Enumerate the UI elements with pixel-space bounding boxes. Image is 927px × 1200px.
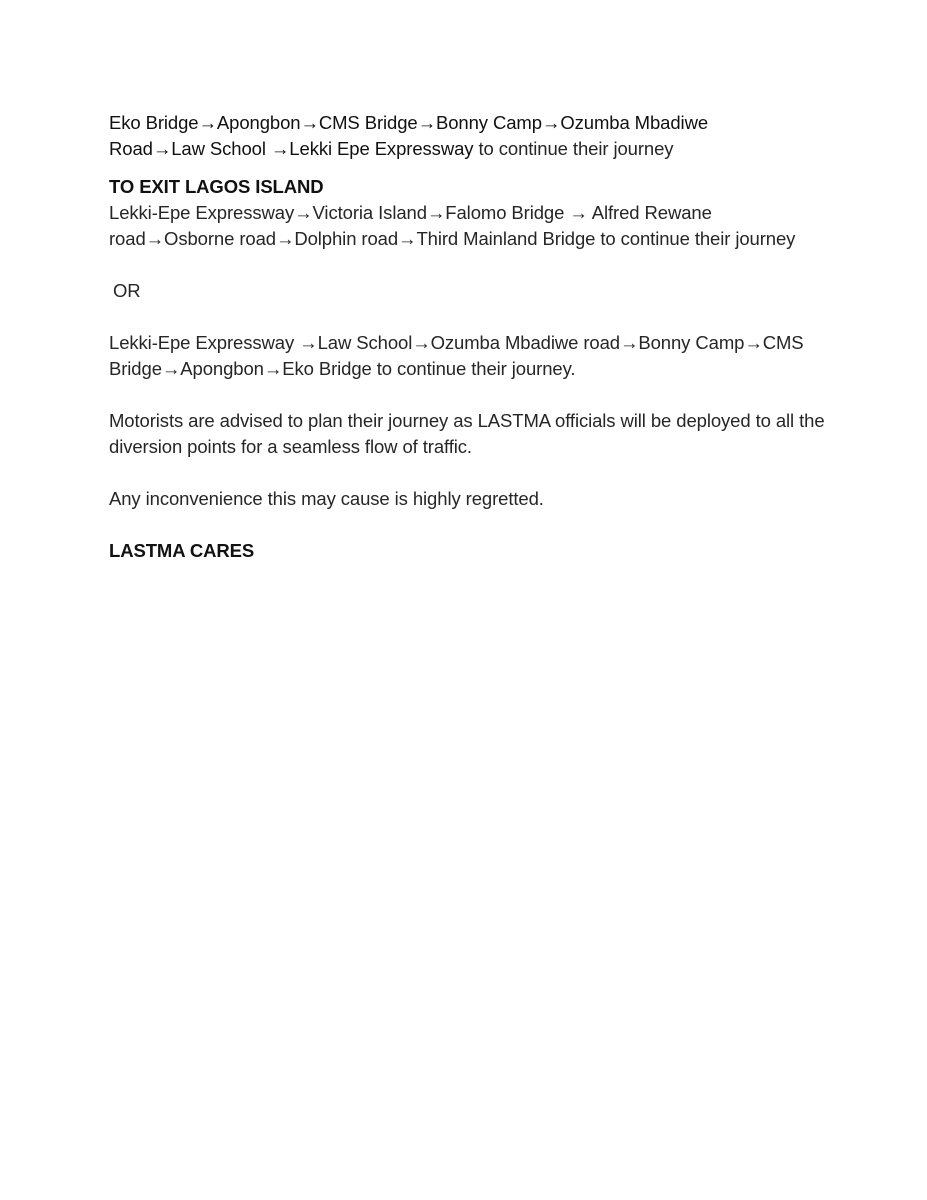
signoff: LASTMA CARES [109,540,255,561]
exit-heading: TO EXIT LAGOS ISLAND [109,176,324,197]
apology-paragraph: Any inconvenience this may cause is highly regretted. [109,488,544,509]
advisory-paragraph: Motorists are advised to plan their journey as LASTMA officials will be deployed to all the diversion points for a seamless flow of traffic. [109,410,825,457]
entry-route-line1: Eko Bridge→Apongbon→CMS Bridge→Bonny Camp→Ozumba Mbadiwe [109,112,709,133]
or-separator: OR [113,280,141,301]
entry-route-tail: to continue their journey [473,138,674,159]
exit-route-1: Lekki-Epe Expressway→Victoria Island→Falomo Bridge → Alfred Rewane road→Osborne road→Dolphin road→Third Mainland Bridge to continue their journey [109,202,796,249]
entry-route-line2: Road→Law School →Lekki Epe Expressway [109,138,474,159]
exit-route-2: Lekki-Epe Expressway →Law School→Ozumba Mbadiwe road→Bonny Camp→CMS Bridge→Apongbon→Eko Bridge to continue their journey. [109,332,804,379]
entry-route-paragraph [109,110,829,162]
document-body [109,110,829,564]
